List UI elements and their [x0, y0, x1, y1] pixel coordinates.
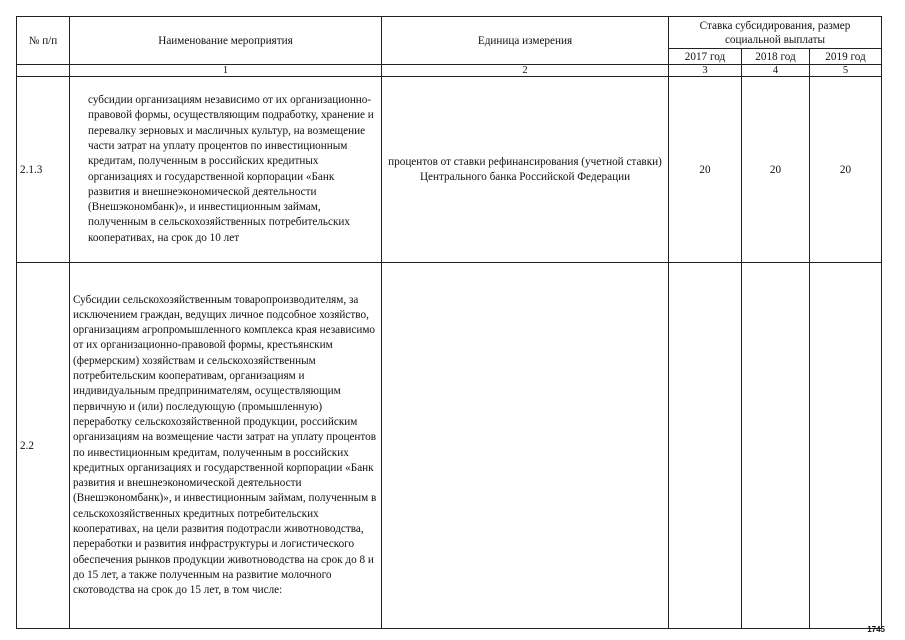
- header-name: Наименование мероприятия: [70, 17, 382, 65]
- colnum-4: 4: [742, 65, 810, 77]
- row-unit: [382, 263, 669, 629]
- header-unit: Единица измерения: [382, 17, 669, 65]
- row-name: субсидии организациям независимо от их организационно-правовой формы, осуществляющим подработку, хранение и перевалку зерновых и масличных культур, на возмещение части затрат на уплату процентов по инвестиционным кредитам, полученным в российских кредитных организациях и государственной корпорации «Банк развития и внешнеэкономической деятельности (Внешэкономбанк)», и инвестиционным займам, полученным в сельскохозяйственных потребительских кооперативах, на срок до 10 лет: [70, 77, 382, 263]
- row-name: Субсидии сельскохозяйственным товаропроизводителям, за исключением граждан, ведущих личное подсобное хозяйство, организациям агропромышленного комплекса края независимо от их организационно-правовой формы, крестьянским (фермерским) хозяйствам и сельскохозяйственным потребительским кооперативам, организациям и индивидуальным предпринимателям, осуществляющим первичную и (или) последующую (промышленную) переработку сельскохозяйственной продукции, российским организациям на возмещение части затрат на уплату процентов по инвестиционным кредитам, полученным в российских кредитных организациях и государственной корпорации «Банк развития и внешнеэкономической деятельности (Внешэкономбанк)», и инвестиционным займам, полученным в сельскохозяйственных кредитных потребительских кооперативах, на цели развития подотрасли животноводства, переработки и развития инфраструктуры и логистического обеспечения рынков продукции животноводства на срок до 8 и до 15 лет, а также полученным на развитие молочного скотоводства на срок до 15 лет, в том числе:: [70, 263, 382, 629]
- row-number: 2.2: [17, 263, 70, 629]
- row-unit: процентов от ставки рефинансирования (учетной ставки) Центрального банка Российской Федерации: [382, 77, 669, 263]
- row-value-2017: [669, 263, 742, 629]
- header-no: № п/п: [17, 17, 70, 65]
- table-row: [17, 77, 882, 263]
- colnum-2: 2: [382, 65, 669, 77]
- colnum-3: 3: [669, 65, 742, 77]
- header-year-2017: 2017 год: [669, 49, 742, 65]
- subsidy-table: [16, 16, 882, 629]
- table-row: [17, 263, 882, 629]
- header-year-2019: 2019 год: [810, 49, 882, 65]
- colnum-5: 5: [810, 65, 882, 77]
- row-value-2018: [742, 263, 810, 629]
- header-rate: Ставка субсидирования, размер социальной выплаты: [669, 17, 882, 49]
- row-value-2018: 20: [742, 77, 810, 263]
- colnum-1: 1: [70, 65, 382, 77]
- header-year-2018: 2018 год: [742, 49, 810, 65]
- row-value-2017: 20: [669, 77, 742, 263]
- row-value-2019: 20: [810, 77, 882, 263]
- page-number: 1745: [867, 625, 885, 634]
- row-number: 2.1.3: [17, 77, 70, 263]
- colnum-blank: [17, 65, 70, 77]
- row-value-2019: [810, 263, 882, 629]
